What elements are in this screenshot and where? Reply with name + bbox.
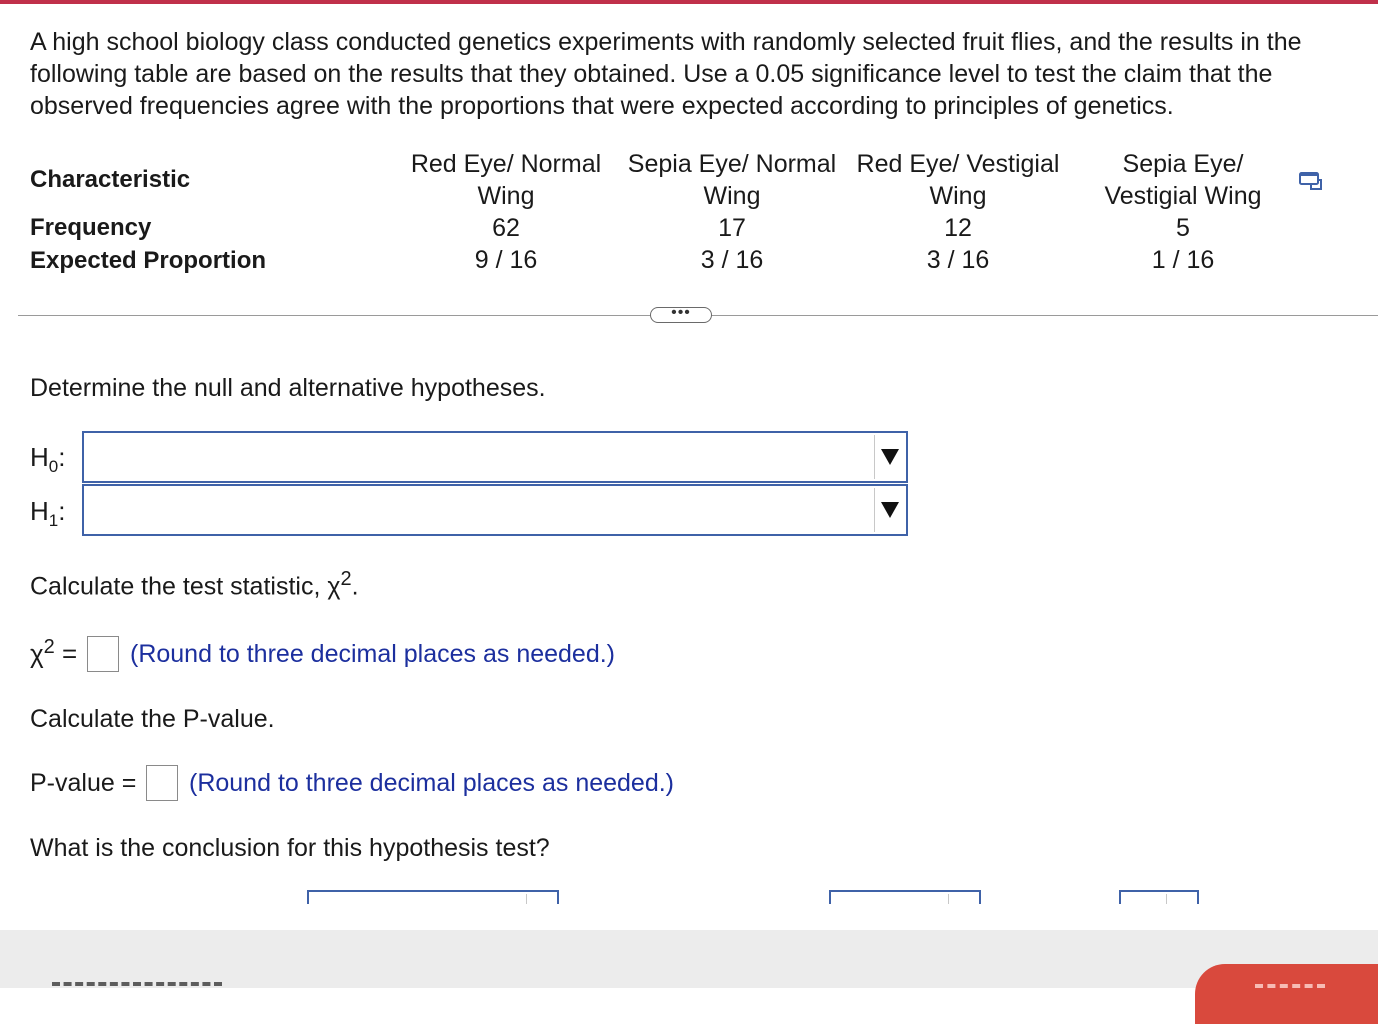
top-accent-bar bbox=[0, 0, 1378, 4]
prompt-text: Calculate the test statistic, χ bbox=[30, 572, 341, 601]
column-header-sepia-normal bbox=[618, 148, 846, 212]
pvalue-prompt: Calculate the P-value. bbox=[30, 705, 275, 733]
equals-sign: = bbox=[62, 638, 78, 669]
header-line: Vestigial Wing bbox=[1104, 182, 1262, 210]
header-line: Wing bbox=[929, 182, 987, 210]
alternative-hypothesis-dropdown[interactable] bbox=[82, 484, 908, 536]
problem-statement: A high school biology class conducted genetics experiments with randomly selected fruit flies, and the results in the following table are based on the results that they obtained. Use a 0.05 significance level to test the claim that the observed frequencies agree with the proportions that were expected according to principles of genetics. bbox=[30, 28, 1302, 120]
footer-bar bbox=[0, 930, 1378, 988]
header-line: Sepia Eye/ bbox=[1122, 150, 1244, 178]
superscript: 2 bbox=[43, 636, 55, 658]
triangle-down-icon bbox=[880, 501, 900, 519]
hypotheses-prompt: Determine the null and alternative hypotheses. bbox=[30, 374, 546, 402]
row-label-expected-proportion: Expected Proportion bbox=[30, 247, 267, 274]
proportion-cell: 3 / 16 bbox=[926, 246, 990, 274]
h-letter: H bbox=[30, 442, 49, 472]
frequency-cell: 12 bbox=[944, 214, 972, 242]
conclusion-dropdown-3[interactable] bbox=[1119, 890, 1199, 904]
conclusion-dropdown-2[interactable] bbox=[829, 890, 981, 904]
null-hypothesis-dropdown[interactable] bbox=[82, 431, 908, 483]
triangle-down-icon bbox=[880, 448, 900, 466]
row-label-characteristic: Characteristic bbox=[30, 166, 191, 193]
proportion-cell: 3 / 16 bbox=[700, 246, 764, 274]
colon: : bbox=[58, 496, 66, 526]
h-subscript: 0 bbox=[48, 457, 59, 477]
expand-more-button[interactable]: ••• bbox=[650, 307, 712, 323]
dropdown-arrow bbox=[874, 435, 904, 479]
pvalue-hint: (Round to three decimal places as needed.) bbox=[189, 769, 675, 797]
header-line: Wing bbox=[703, 182, 761, 210]
header-line: Wing bbox=[477, 182, 535, 210]
conclusion-prompt: What is the conclusion for this hypothesis test? bbox=[30, 834, 550, 862]
colon: : bbox=[58, 442, 66, 472]
period: . bbox=[351, 572, 359, 601]
test-statistic-prompt bbox=[30, 568, 359, 601]
frequency-cell: 5 bbox=[1176, 214, 1190, 242]
row-label-frequency: Frequency bbox=[30, 214, 152, 241]
dropdown-arrow bbox=[874, 488, 904, 532]
pvalue-input[interactable] bbox=[146, 765, 178, 801]
proportion-cell: 9 / 16 bbox=[474, 246, 538, 274]
frequency-cell: 17 bbox=[718, 214, 746, 242]
pvalue-label: P-value = bbox=[30, 769, 137, 797]
header-line: Red Eye/ Normal bbox=[410, 150, 602, 178]
frequency-cell: 62 bbox=[492, 214, 520, 242]
copy-icon[interactable] bbox=[1298, 170, 1324, 192]
column-header-sepia-vestigial bbox=[1090, 148, 1276, 212]
column-header-red-vestigial bbox=[846, 148, 1070, 212]
superscript: 2 bbox=[340, 568, 352, 590]
next-button[interactable] bbox=[1195, 964, 1378, 1024]
h-letter: H bbox=[30, 496, 49, 526]
conclusion-dropdown-1[interactable] bbox=[307, 890, 559, 904]
proportion-cell: 1 / 16 bbox=[1151, 246, 1215, 274]
header-line: Red Eye/ Vestigial bbox=[856, 150, 1060, 178]
h0-label bbox=[30, 442, 65, 477]
chi-square-label bbox=[30, 636, 77, 670]
header-line: Sepia Eye/ Normal bbox=[627, 150, 837, 178]
chi-square-input[interactable] bbox=[87, 636, 119, 672]
chi-symbol: χ bbox=[30, 638, 44, 669]
h1-label bbox=[30, 496, 65, 531]
footer-text bbox=[52, 982, 222, 992]
chi-square-hint: (Round to three decimal places as needed.) bbox=[130, 640, 616, 668]
h-subscript: 1 bbox=[48, 511, 59, 531]
column-header-red-normal bbox=[400, 148, 612, 212]
